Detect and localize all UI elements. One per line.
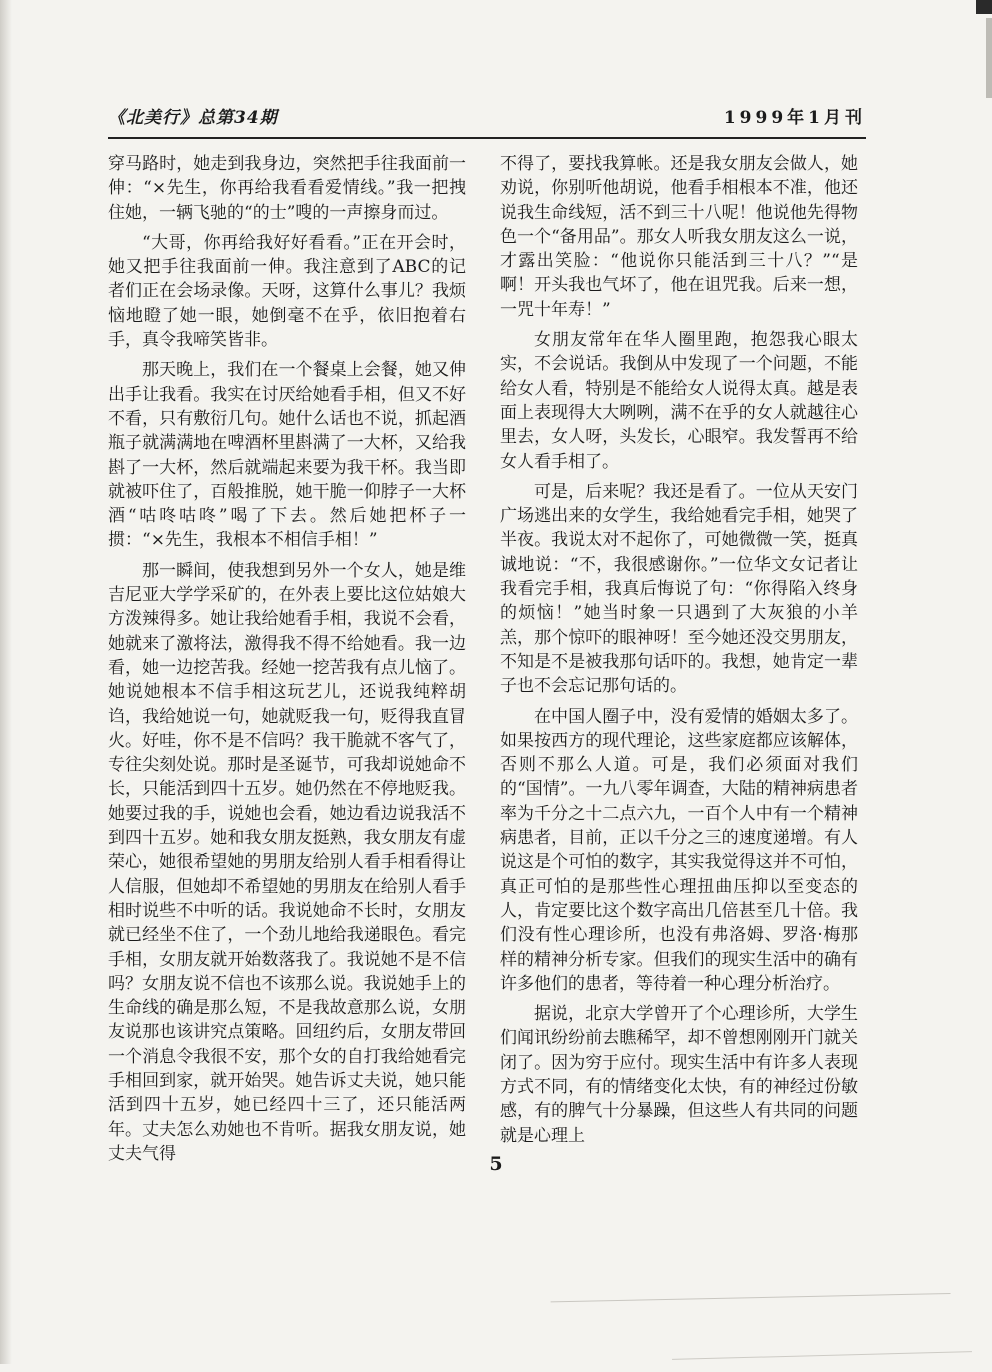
paragraph: 可是，后来呢？我还是看了。一位从天安门广场逃出来的女学生，我给她看完手相，她哭了半夜。我说太对不起你了，可她微微一笑，挺真诚地说：“不，我很感谢你。”一位华文女记者让我看完手相，我真后悔说了句：“你得陷入终身的烦恼！”她当时象一只遇到了大灰狼的小羊羔，那个惊吓的眼神呀！至今她还没交男朋友，不知是不是被我那句话吓的。我想，她肯定一辈子也不会忘记那句话的。: [500, 481, 858, 697]
right-column: [500, 152, 858, 1148]
journal-issue-title: 《北美行》总第34期: [108, 108, 278, 128]
paragraph: 女朋友常年在华人圈里跑，抱怨我心眼太实，不会说话。我倒从中发现了一个问题，不能给女人看，特别是不能给女人说得太真。越是表面上表现得大大咧咧，满不在乎的女人就越往心里去，女人呀，头发长，心眼窄。我发誓再不给女人看手相了。: [500, 330, 858, 472]
issue-date: 1999年1月刊: [723, 108, 866, 128]
left-column: [108, 152, 466, 1166]
paragraph: “大哥，你再给我好好看看。”正在开会时，她又把手往我面前一伸。我注意到了ABC的记者们正在会场录像。天呀，这算什么事儿？我烦恼地瞪了她一眼，她倒毫不在乎，依旧抱着右手，真令我啼笑皆非。: [108, 232, 466, 351]
paragraph: 那一瞬间，使我想到另外一个女人，她是维吉尼亚大学学采矿的，在外表上要比这位姑娘大方泼辣得多。她让我给她看手相，我说不会看，她就来了激将法，激得我不得不给她看。我一边看，她一边挖苦我。经她一挖苦我有点儿恼了。她说她根本不信手相这玩艺儿，还说我纯粹胡诌，我给她说一句，她就贬我一句，贬得我直冒火。好哇，你不是不信吗？我干脆就不客气了，专往尖刻处说。那时是圣诞节，可我却说她命不长，只能活到四十五岁。她仍然在不停地贬我。她要过我的手，说她也会看，她边看边说我活不到四十五岁。她和我女朋友挺熟，我女朋友有虚荣心，她很希望她的男朋友给别人看手相看得让人信服，但她却不希望她的男朋友在给别人看手相时说些不中听的话。我说她命不长时，女朋友就已经坐不住了，一个劲儿地给我递眼色。看完手相，女朋友就开始数落我了。我说她不是不信吗？女朋友说不信也不该那么说。我说她手上的生命线的确是那么短，不是我故意那么说，女朋友说那也该讲究点策略。回纽约后，女朋友带回一个消息令我很不安，那个女的自打我给她看完手相回到家，就开始哭。她告诉丈夫说，她只能活到四十五岁，她已经四十三了，还只能活两年。丈夫怎么劝她也不肯听。据我女朋友说，她丈夫气得: [108, 560, 466, 1164]
running-header: [108, 103, 866, 133]
paragraph: 不得了，要找我算帐。还是我女朋友会做人，她劝说，你别听他胡说，他看手相根本不准，他还说我生命线短，活不到三十八呢！他说他先得物色一个“备用品”。那女人听我女朋友这么一说，才露出笑脸：“他说你只能活到三十八？”“是啊！开头我也气坏了，他在诅咒我。后来一想，一咒十年寿！”: [500, 154, 858, 320]
paragraph: 那天晚上，我们在一个餐桌上会餐，她又伸出手让我看。我实在讨厌给她看手相，但又不好不看，只有敷衍几句。她什么话也不说，抓起酒瓶子就满满地在啤酒杯里斟满了一大杯，又给我斟了一大杯，然后就端起来要为我干杯。我当即就被吓住了，百般推脱，她干脆一仰脖子一大杯酒“咕咚咕咚”喝了下去。然后她把杯子一掼：“×先生，我根本不相信手相！”: [108, 360, 466, 551]
paragraph: 在中国人圈子中，没有爱情的婚姻太多了。如果按西方的现代理论，这些家庭都应该解体，否则不那么人道。可是，我们必须面对我们的“国情”。一九八零年调查，大陆的精神病患者率为千分之十二点六九，一百个人中有一个精神病患者，目前，正以千分之三的速度递增。有人说这是个可怕的数字，其实我觉得这并不可怕，真正可怕的是那些性心理扭曲压抑以至变态的人，肯定要比这个数字高出几倍甚至几十倍。我们没有性心理诊所，也没有弗洛姆、罗洛·梅那样的精神分析专家。但我们的现实生活中的确有许多他们的患者，等待着一种心理分析治疗。: [500, 706, 858, 994]
page-number: 5: [489, 1153, 503, 1175]
header-rule: [108, 137, 866, 139]
scan-edge-shadow: [986, 18, 992, 98]
scan-corner-mark: [976, 0, 992, 14]
paragraph: 据说，北京大学曾开了个心理诊所，大学生们闻讯纷纷前去瞧稀罕，却不曾想刚刚开门就关闭了。因为穷于应付。现实生活中有许多人表现方式不同，有的情绪变化太快，有的神经过份敏感，有的脾气十分暴躁，但这些人有共同的问题就是心理上: [500, 1004, 858, 1146]
page-curl-line: [551, 1293, 952, 1372]
paragraph: 穿马路时，她走到我身边，突然把手往我面前一伸：“×先生，你再给我看看爱情线。”我一把拽住她，一辆飞驰的“的士”嗖的一声擦身而过。: [108, 154, 466, 223]
